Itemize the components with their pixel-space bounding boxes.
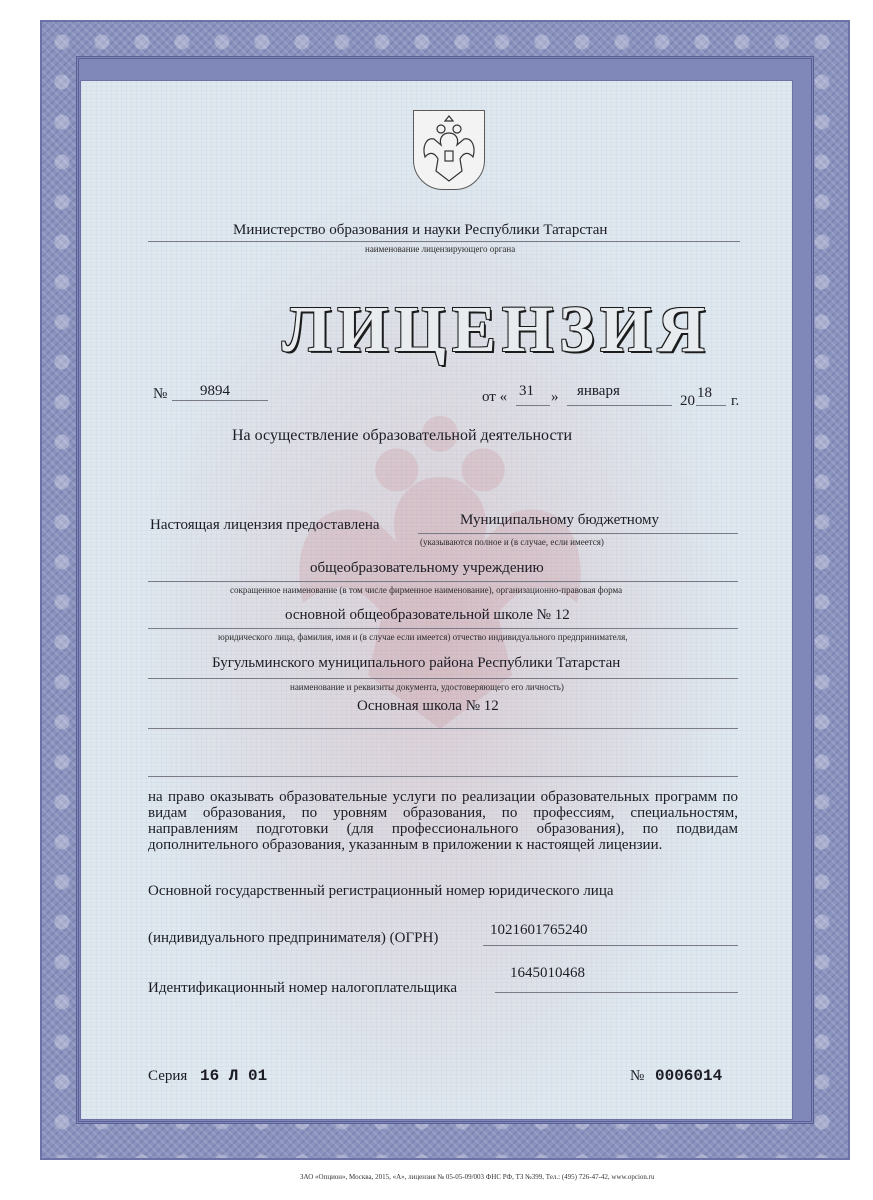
inn-value: 1645010468 <box>510 965 585 981</box>
grantee-caption-1: (указываются полное и (в случае, если имеется) <box>420 537 604 547</box>
number-label: № <box>153 386 168 402</box>
month-underline <box>567 405 672 406</box>
day-close: » <box>551 389 559 405</box>
license-number: 9894 <box>200 383 230 399</box>
year-prefix: 20 <box>680 393 695 409</box>
authority-caption: наименование лицензирующего органа <box>365 244 516 254</box>
coat-of-arms-emblem <box>413 110 485 190</box>
series-value: 16 Л 01 <box>200 1067 268 1085</box>
license-month: января <box>577 383 620 399</box>
grantee-line-5: Основная школа № 12 <box>357 698 499 714</box>
grantee-line-2: общеобразовательному учреждению <box>310 560 544 576</box>
grantee-underline-4 <box>148 678 738 679</box>
grantee-caption-4: наименование и реквизиты документа, удостоверяющего его личность) <box>290 682 564 692</box>
year-underline <box>696 405 726 406</box>
ogrn-label-line-1: Основной государственный регистрационный номер юридического лица <box>148 883 614 899</box>
ogrn-underline <box>483 945 738 946</box>
double-headed-eagle-icon <box>414 111 484 189</box>
document-title: ЛИЦЕНЗИЯ <box>282 293 712 366</box>
number-underline <box>172 400 268 401</box>
grantee-line-1: Муниципальному бюджетному <box>460 512 660 528</box>
ogrn-label-line-2: (индивидуального предпринимателя) (ОГРН) <box>148 930 439 946</box>
authority-underline <box>148 241 740 242</box>
grantee-caption-3: юридического лица, фамилия, имя и (в случае если имеется) отчество индивидуального предпринимателя, <box>218 632 628 642</box>
day-underline <box>516 405 550 406</box>
license-day: 31 <box>519 383 534 399</box>
printer-footer: ЗАО «Опцион», Москва, 2015, «А», лицензия № 05-05-09/003 ФНС РФ, ТЗ №399, Тел.: (495) 726-47-42, www.opcion.ru <box>300 1173 655 1181</box>
grantee-underline-5 <box>148 728 738 729</box>
date-prefix: от « <box>482 389 508 405</box>
grantee-underline-6 <box>148 776 738 777</box>
series-label: Серия <box>148 1068 188 1084</box>
grantee-caption-2: сокращенное наименование (в том числе фирменное наименование), организационно-правовая форма <box>230 585 623 595</box>
grantee-underline-1 <box>418 533 738 534</box>
grantee-line-3: основной общеобразовательной школе № 12 <box>285 607 570 623</box>
license-year: 18 <box>697 385 712 401</box>
year-mark: г. <box>731 393 740 409</box>
grantee-line-4: Бугульминского муниципального района Республики Татарстан <box>212 655 621 671</box>
series-number-label: № <box>630 1068 645 1084</box>
ogrn-value: 1021601765240 <box>490 922 588 938</box>
inn-underline <box>495 992 738 993</box>
licensing-authority: Министерство образования и науки Республики Татарстан <box>233 222 608 238</box>
grantee-underline-2 <box>148 581 738 582</box>
inn-label: Идентификационный номер налогоплательщика <box>148 980 458 996</box>
license-purpose: На осуществление образовательной деятельности <box>232 427 573 444</box>
grantee-label: Настоящая лицензия предоставлена <box>150 517 380 533</box>
rights-text: на право оказывать образовательные услуги по реализации образовательных программ по видам образования, по уровням образования, по профессиям, специальностям, направлениям подготовки (для профессионального образования), по подвидам дополнительного образования, указанным в приложении к настоящей лицензии. <box>148 789 738 853</box>
grantee-underline-3 <box>148 628 738 629</box>
series-number: 0006014 <box>655 1067 723 1085</box>
